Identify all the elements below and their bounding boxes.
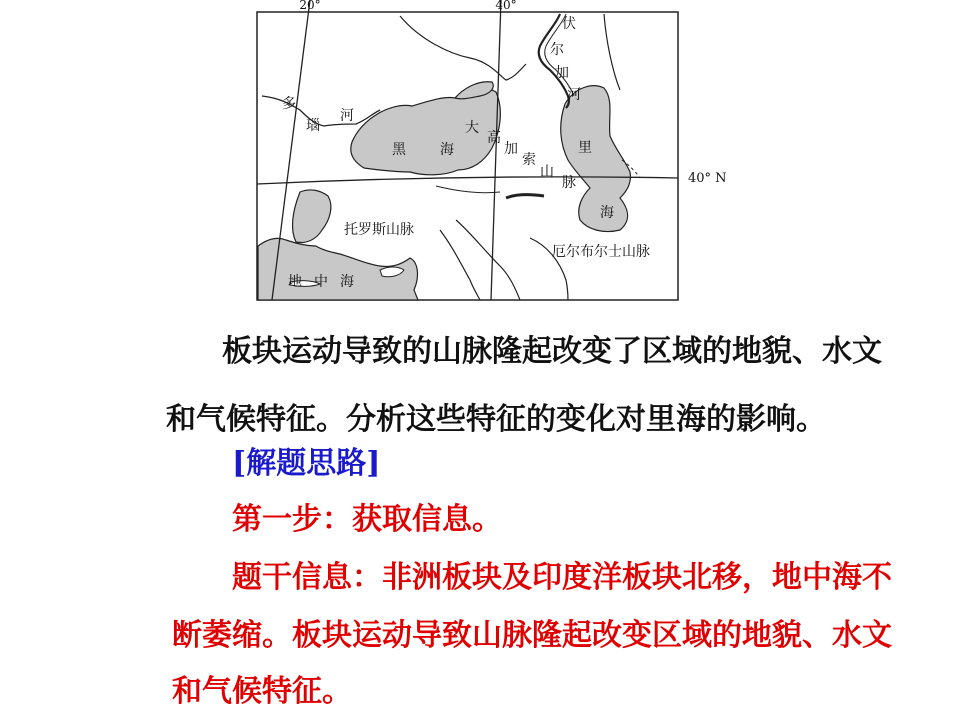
caucasus-label-1: 大 bbox=[465, 120, 479, 136]
mediterranean-label-3: 海 bbox=[340, 274, 354, 290]
lon-label-40: 40° bbox=[495, 0, 517, 12]
danube-label-2: 瑙 bbox=[306, 118, 320, 134]
caucasus-label-4: 索 bbox=[522, 152, 536, 168]
elburz-label: 厄尔布尔士山脉 bbox=[552, 244, 650, 260]
solution-step-1: 第一步：获取信息。 bbox=[232, 502, 502, 537]
lat-label-40n: 40° N bbox=[688, 171, 727, 186]
region-map bbox=[0, 0, 960, 310]
caspian-label-2: 海 bbox=[600, 205, 614, 221]
taurus-label: 托罗斯山脉 bbox=[344, 222, 414, 238]
solution-info-line-3: 和气候特征。 bbox=[172, 674, 352, 709]
volga-label-4: 河 bbox=[567, 87, 581, 103]
caspian-label-1: 里 bbox=[578, 140, 592, 156]
question-line-2: 和气候特征。分析这些特征的变化对里海的影响。 bbox=[166, 402, 826, 437]
black-sea-label-2: 海 bbox=[440, 142, 454, 158]
caucasus-label-5: 山 bbox=[540, 164, 554, 180]
volga-label-1: 伏 bbox=[562, 16, 576, 32]
lon-label-20: 20° bbox=[299, 0, 321, 12]
danube-label-3: 河 bbox=[340, 108, 354, 124]
caucasus-label-2: 高 bbox=[487, 130, 501, 146]
caucasus-label-6: 脉 bbox=[562, 175, 576, 191]
danube-label-1: 多 bbox=[282, 96, 296, 112]
solution-info-line-1: 题干信息：非洲板块及印度洋板块北移，地中海不 bbox=[232, 560, 892, 595]
question-line-1: 板块运动导致的山脉隆起改变了区域的地貌、水文 bbox=[222, 334, 882, 369]
black-sea-label-1: 黑 bbox=[392, 142, 406, 158]
mediterranean-label-2: 中 bbox=[314, 274, 328, 290]
caucasus-label-3: 加 bbox=[504, 141, 518, 157]
solution-info-line-2: 断萎缩。板块运动导致山脉隆起改变区域的地貌、水文 bbox=[172, 618, 892, 653]
volga-label-3: 加 bbox=[555, 65, 569, 81]
mediterranean-label-1: 地 bbox=[288, 274, 302, 290]
solution-heading: [解题思路] bbox=[232, 446, 381, 481]
volga-label-2: 尔 bbox=[550, 42, 564, 58]
